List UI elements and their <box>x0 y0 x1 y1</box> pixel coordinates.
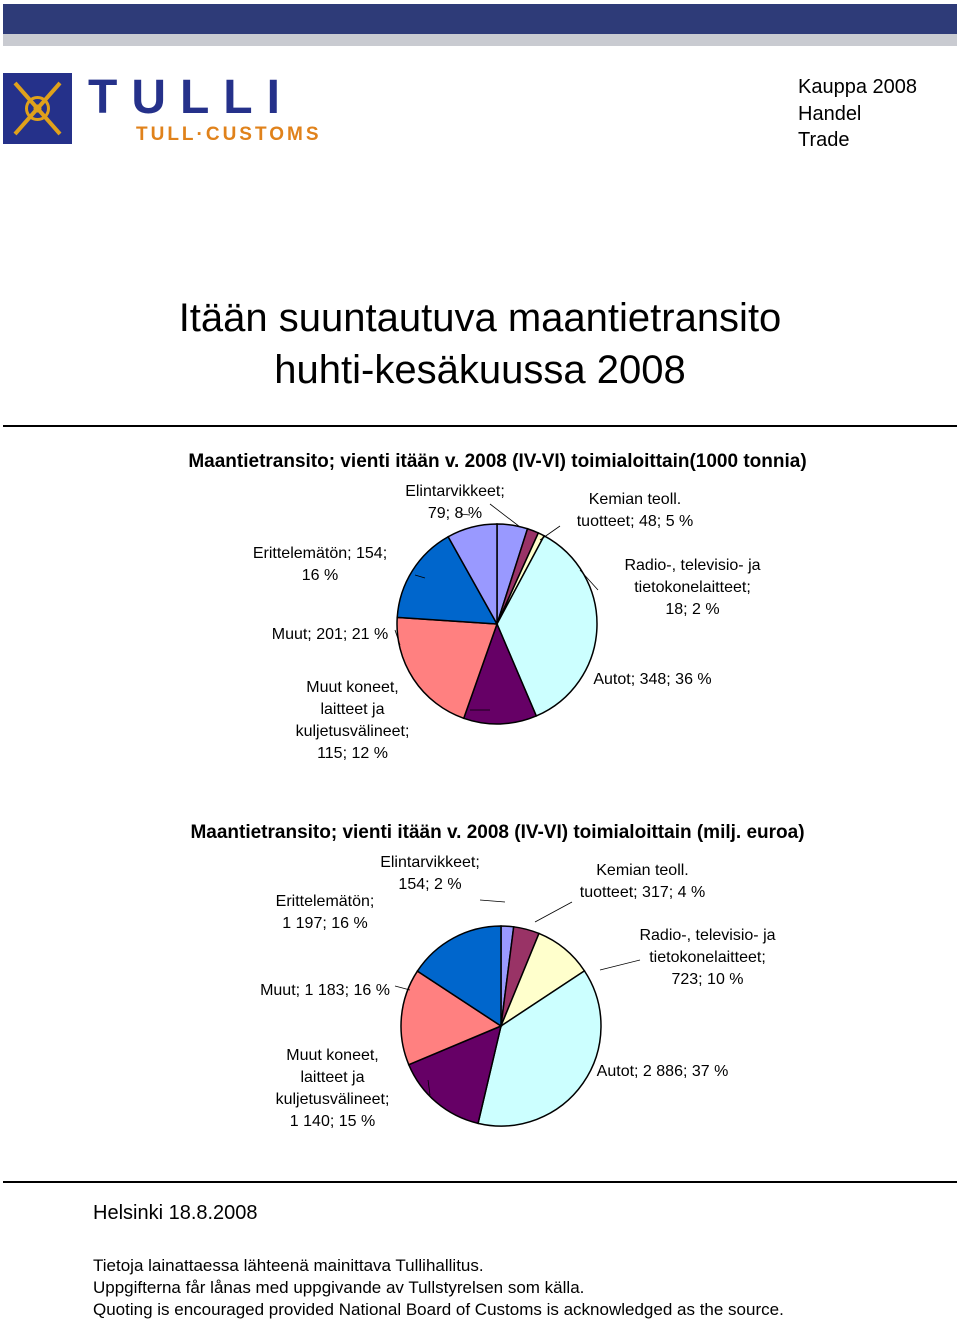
label-line: Muut; 201; 21 % <box>271 626 389 643</box>
label-line: Kemian teoll. <box>588 491 682 508</box>
label-line: laitteet ja <box>300 1069 365 1086</box>
label-line: 1 140; 15 % <box>289 1113 376 1130</box>
page-title-line-2: huhti-kesäkuussa 2008 <box>274 348 686 392</box>
chart-2-label-erittelematon <box>255 891 395 935</box>
header-info <box>798 74 917 154</box>
header-line-2: Handel <box>798 102 862 125</box>
label-line: kuljetusvälineet; <box>295 723 410 740</box>
label-line: 79; 8 % <box>427 505 483 522</box>
footer-note-fi: Tietoja lainattaessa lähteenä mainittava Tullihallitus. <box>93 1256 484 1275</box>
leader-line <box>480 900 505 902</box>
label-line: 1 197; 16 % <box>282 915 368 932</box>
label-line: Muut koneet, <box>286 1047 379 1064</box>
label-line: Autot; 348; 36 % <box>593 671 712 688</box>
footer-date: Helsinki 18.8.2008 <box>93 1202 258 1224</box>
chart-1-label-erittelematon <box>230 543 410 587</box>
label-line: Erittelemätön; <box>275 893 375 910</box>
header-line-3: Trade <box>798 129 850 151</box>
label-line: 723; 10 % <box>671 971 744 988</box>
chart-1-label-autot <box>570 669 735 691</box>
label-line: laitteet ja <box>320 701 385 718</box>
chart-2-title: Maantietransito; vienti itään v. 2008 (IV-VI) toimialoittain (milj. euroa) <box>190 822 805 843</box>
chart-2-label-elintarvikkeet <box>360 852 500 896</box>
top-banner <box>3 4 957 34</box>
label-line: 16 % <box>301 567 339 584</box>
chart-1-label-muut <box>250 624 410 646</box>
chart-1-label-radio <box>605 555 780 621</box>
label-line: tuotteet; 317; 4 % <box>579 884 706 901</box>
chart-2-label-muut-koneet <box>250 1045 415 1133</box>
label-line: Radio-, televisio- ja <box>624 557 761 574</box>
footer-note-sv: Uppgifterna får lånas med uppgivande av Tullstyrelsen som källa. <box>93 1278 585 1297</box>
label-line: 154; 2 % <box>398 876 462 893</box>
customs-emblem-icon <box>3 73 72 144</box>
chart-1-label-muut-koneet <box>280 677 425 765</box>
divider <box>3 1181 957 1183</box>
label-line: 115; 12 % <box>317 745 388 762</box>
chart-2-label-radio <box>620 925 795 991</box>
chart-1-title: Maantietransito; vienti itään v. 2008 (IV-VI) toimialoittain(1000 tonnia) <box>188 451 807 472</box>
chart-1-pie <box>0 480 960 780</box>
page-title <box>0 292 960 396</box>
label-line: Kemian teoll. <box>596 862 689 879</box>
label-line: Muut koneet, <box>306 679 399 696</box>
logo-subtext: TULL·CUSTOMS <box>136 124 322 145</box>
label-line: tietokonelaitteet; <box>634 579 751 596</box>
chart-2-label-kemian <box>555 860 730 904</box>
chart-2-label-muut <box>240 980 410 1002</box>
label-line: tuotteet; 48; 5 % <box>576 513 694 530</box>
footer-notes <box>93 1255 784 1321</box>
label-line: Elintarvikkeet; <box>380 854 480 871</box>
label-line: tietokonelaitteet; <box>649 949 766 966</box>
label-line: Autot; 2 886; 37 % <box>596 1063 729 1080</box>
chart-1-label-elintarvikkeet <box>385 481 525 525</box>
label-line: Erittelemätön; 154; <box>252 545 388 562</box>
divider <box>3 425 957 427</box>
leader-line <box>535 902 572 922</box>
header-line-1: Kauppa 2008 <box>798 76 918 98</box>
logo-text: TULLI <box>88 71 294 124</box>
chart-2-label-autot <box>580 1061 745 1083</box>
label-line: 18; 2 % <box>665 601 720 618</box>
chart-1-label-kemian <box>555 489 715 533</box>
label-line: kuljetusvälineet; <box>275 1091 390 1108</box>
label-line: Muut; 1 183; 16 % <box>260 982 390 999</box>
label-line: Radio-, televisio- ja <box>639 927 776 944</box>
page-title-line-1: Itään suuntautuva maantietransito <box>178 296 782 340</box>
label-line: Elintarvikkeet; <box>405 483 505 500</box>
top-banner-stripe <box>3 34 957 46</box>
footer-note-en: Quoting is encouraged provided National Board of Customs is acknowledged as the source. <box>93 1300 784 1319</box>
